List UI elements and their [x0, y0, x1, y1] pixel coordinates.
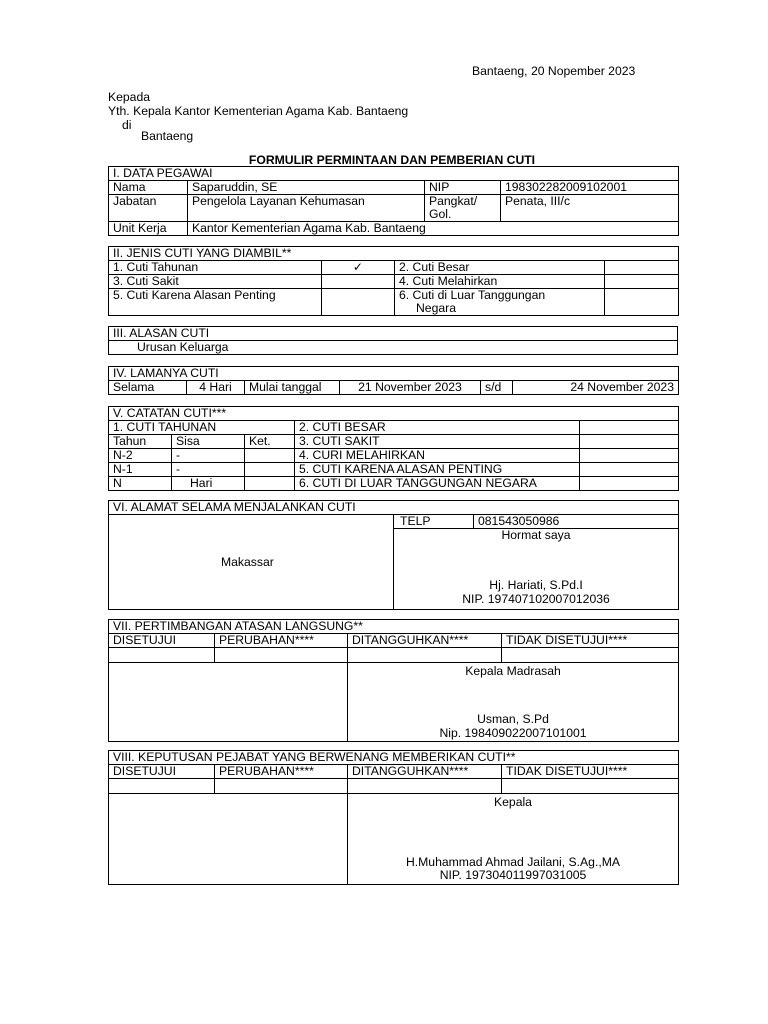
opt-perubahan: PERUBAHAN****	[215, 634, 348, 648]
section-title: V. CATATAN CUTI***	[109, 407, 679, 421]
nip-label: NIP	[425, 181, 501, 195]
letter-date: Bantaeng, 20 Nopember 2023	[472, 64, 636, 78]
opt-tidak: TIDAK DISETUJUI****	[502, 634, 679, 648]
table-row: N Hari 6. CUTI DI LUAR TANGGUNGAN NEGARA	[109, 477, 679, 491]
col-ket: Ket.	[245, 435, 295, 449]
cuti-melahirkan-check[interactable]	[605, 275, 679, 289]
section-alasan-cuti	[108, 326, 678, 355]
official-nip: NIP. 197304011997031005	[439, 868, 587, 882]
cuti-luar-label: 6. CUTI DI LUAR TANGGUNGAN NEGARA	[295, 477, 580, 491]
cuti-sakit: 3. Cuti Sakit	[109, 275, 322, 289]
cuti-tahunan-check[interactable]: ✓	[322, 261, 395, 275]
section-lamanya-cuti	[108, 366, 679, 395]
table-row: N-2 - 4. CURI MELAHIRKAN	[109, 449, 679, 463]
opt-ditangguhkan: DITANGGUHKAN****	[348, 634, 502, 648]
cuti-melahirkan-label: 4. CURI MELAHIRKAN	[295, 449, 580, 463]
supervisor-nip: Nip. 198409022007101001	[439, 726, 587, 740]
table-row: N-1 - 5. CUTI KARENA ALASAN PENTING	[109, 463, 679, 477]
opt-tidak: TIDAK DISETUJUI****	[502, 765, 679, 779]
section-keputusan	[108, 750, 679, 885]
section-title: III. ALASAN CUTI	[109, 327, 678, 341]
cuti-sakit-check[interactable]	[322, 275, 395, 289]
pangkat-value: Penata, III/c	[501, 195, 679, 222]
address-to: Kepada	[108, 90, 151, 104]
reason-value: Urusan Keluarga	[109, 341, 678, 355]
cuti-tahunan-label: 1. CUTI TAHUNAN	[109, 421, 295, 435]
section-title: VI. ALAMAT SELAMA MENJALANKAN CUTI	[109, 501, 679, 515]
duration-value: 4 Hari	[187, 381, 245, 395]
cuti-melahirkan: 4. Cuti Melahirkan	[395, 275, 605, 289]
section-title: I. DATA PEGAWAI	[109, 167, 679, 181]
mulai-label: Mulai tanggal	[245, 381, 340, 395]
pangkat-label: Pangkat/ Gol.	[425, 195, 501, 222]
address-value: Makassar	[109, 515, 394, 610]
cuti-luar-check[interactable]	[605, 289, 679, 316]
nama-value: Saparuddin, SE	[188, 181, 425, 195]
end-date: 24 November 2023	[513, 381, 679, 395]
selama-label: Selama	[109, 381, 187, 395]
section-alamat	[108, 500, 679, 610]
col-sisa: Sisa	[172, 435, 245, 449]
address-city: Bantaeng	[141, 129, 194, 143]
cuti-sakit-label: 3. CUTI SAKIT	[295, 435, 580, 449]
opt-ditangguhkan: DITANGGUHKAN****	[348, 765, 502, 779]
opt-disetujui: DISETUJUI	[109, 765, 215, 779]
col-tahun: Tahun	[109, 435, 172, 449]
jabatan-label: Jabatan	[109, 195, 188, 222]
address-recipient: Yth. Kepala Kantor Kementerian Agama Kab. Bantaeng	[108, 104, 409, 118]
section-title: II. JENIS CUTI YANG DIAMBIL**	[109, 247, 679, 261]
cuti-besar: 2. Cuti Besar	[395, 261, 605, 275]
cuti-besar-label: 2. CUTI BESAR	[295, 421, 580, 435]
opt-perubahan: PERUBAHAN****	[215, 765, 348, 779]
section-jenis-cuti	[108, 246, 679, 316]
unit-value: Kantor Kementerian Agama Kab. Bantaeng	[188, 222, 679, 236]
nip-value: 198302282009102001	[501, 181, 679, 195]
official-role: Kepala	[494, 795, 532, 809]
supervisor-signature	[348, 663, 679, 742]
cuti-tahunan: 1. Cuti Tahunan	[109, 261, 322, 275]
section-data-pegawai	[108, 166, 679, 236]
supervisor-name: Usman, S.Pd	[477, 712, 549, 726]
section-pertimbangan	[108, 619, 679, 742]
section-catatan-cuti	[108, 406, 679, 491]
telp-value: 081543050986	[474, 515, 679, 529]
cuti-besar-check[interactable]	[605, 261, 679, 275]
telp-label: TELP	[394, 515, 474, 529]
section-title: VII. PERTIMBANGAN ATASAN LANGSUNG**	[109, 620, 679, 634]
official-name: H.Muhammad Ahmad Jailani, S.Ag.,MA	[405, 855, 621, 869]
signature-greeting: Hormat saya	[501, 528, 571, 542]
form-title: FORMULIR PERMINTAAN DAN PEMBERIAN CUTI	[248, 153, 536, 167]
signature-block	[394, 529, 679, 610]
section-title: VIII. KEPUTUSAN PEJABAT YANG BERWENANG MEMBERIKAN CUTI**	[109, 751, 679, 765]
address-at: di	[122, 118, 132, 132]
cuti-penting-label: 5. CUTI KARENA ALASAN PENTING	[295, 463, 580, 477]
cuti-luar: 6. Cuti di Luar Tanggungan Negara	[395, 289, 605, 316]
opt-disetujui: DISETUJUI	[109, 634, 215, 648]
supervisor-role: Kepala Madrasah	[465, 664, 561, 678]
sd-label: s/d	[481, 381, 513, 395]
jabatan-value: Pengelola Layanan Kehumasan	[188, 195, 425, 222]
signature-nip: NIP. 197407102007012036	[462, 592, 610, 606]
signature-name: Hj. Hariati, S.Pd.I	[489, 578, 583, 592]
official-signature	[348, 794, 679, 885]
start-date: 21 November 2023	[340, 381, 481, 395]
nama-label: Nama	[109, 181, 188, 195]
section-title: IV. LAMANYA CUTI	[109, 367, 679, 381]
cuti-penting-check[interactable]	[322, 289, 395, 316]
cuti-penting: 5. Cuti Karena Alasan Penting	[109, 289, 322, 316]
unit-label: Unit Kerja	[109, 222, 188, 236]
